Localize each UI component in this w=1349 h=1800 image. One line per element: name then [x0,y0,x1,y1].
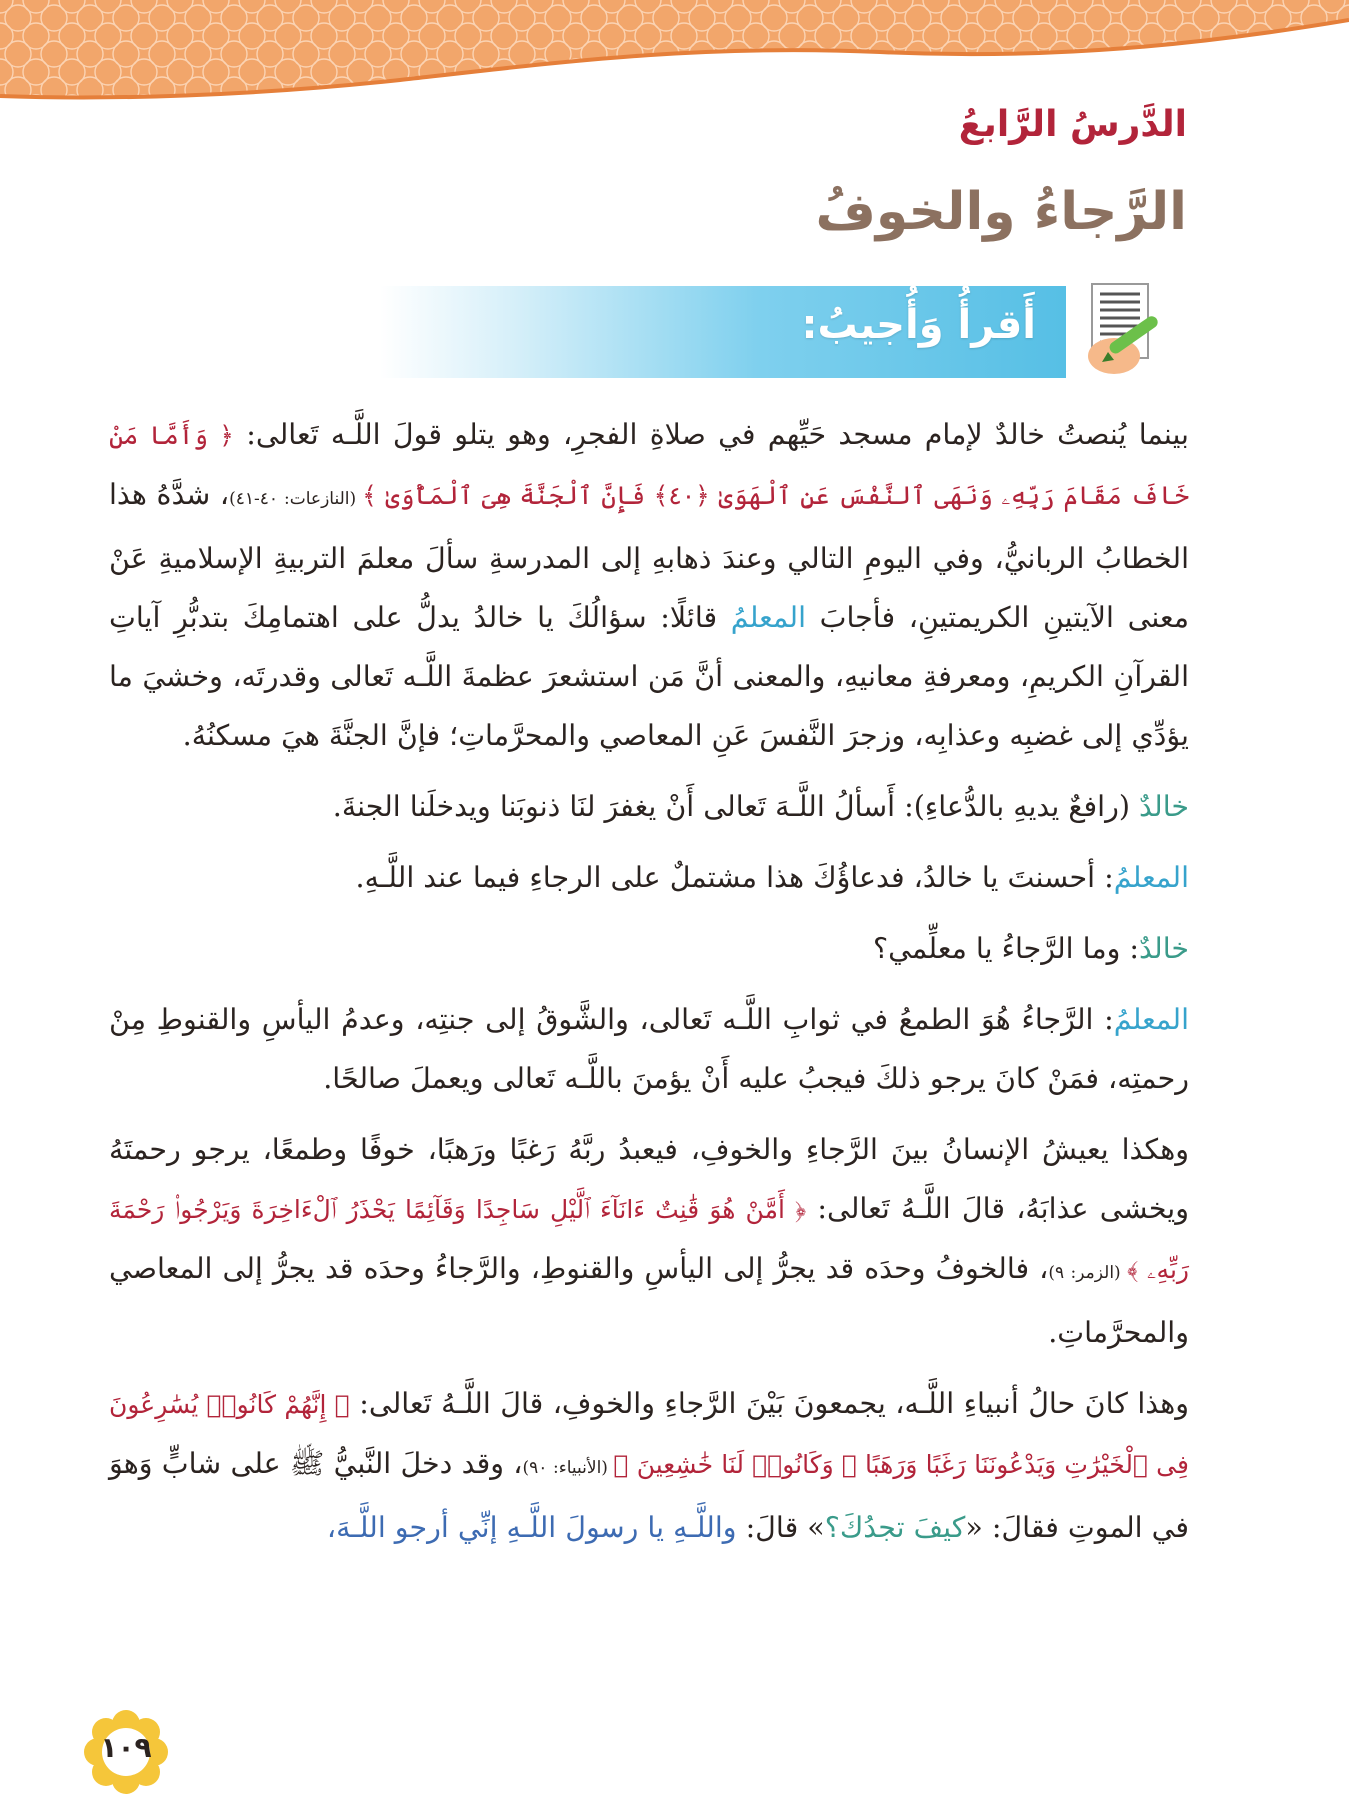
hadith-quote: كيفَ تجدُكَ؟ [824,1511,966,1544]
top-banner [0,0,1349,110]
hadith-reply: واللَّـهِ يا رسولَ اللَّـهِ إنِّي أرجو اللَّـهَ، [326,1511,737,1544]
speaker-khaled: خالدٌ [1139,932,1189,965]
speaker-teacher: المعلمُ [1113,1003,1189,1036]
speaker-teacher: المعلمُ [1113,861,1189,894]
paragraph-intro: بينما يُنصتُ خالدٌ لإمام مسجد حَيِّهم في صلاةِ الفجرِ، وهو يتلو قولَ اللَّـه تَعالى: ﴿ وَأَمَّا مَنْ خَافَ مَقَامَ رَبِّهِۦ وَنَهَى ٱلنَّفْسَ عَنِ ٱلْهَوَىٰ ﴿٤٠﴾ فَإِنَّ ٱلْجَنَّةَ هِىَ ٱلْمَأْوَىٰ ﴾ (النازعات: ٤٠-٤١)، شدَّهُ هذا الخطابُ الربانيُّ، وفي اليومِ التالي وعندَ ذهابهِ إلى المدرسةِ سألَ معلمَ التربيةِ الإسلاميةِ عَنْ معنى الآيتينِ الكريمتينِ، فأجابَ المعلمُ قائلًا: سؤالُكَ يا خالدُ يدلُّ على اهتمامِكَ بتدبُّرِ آياتِ القرآنِ الكريمِ، ومعرفةِ معانيهِ، والمعنى أنَّ مَن استشعرَ عظمةَ اللَّـه تَعالى وقدرتَه، وخشيَ ما يؤدِّي إلى غضبِه وعذابِه، وزجرَ النَّفسَ عَنِ المعاصي والمحرَّماتِ؛ فإنَّ الجنَّةَ هيَ مسكنُهُ. [109,418,1190,752]
verse-reference: (النازعات: ٤٠-٤١) [229,489,363,509]
paragraph-balance: وهكذا يعيشُ الإنسانُ بينَ الرَّجاءِ والخوفِ، فيعبدُ ربَّهُ رَغبًا ورَهبًا، خوفًا وطمعًا، يرجو رحمتَهُ ويخشى عذابَهُ، قالَ اللَّـهُ تَعالى: ﴿ أَمَّنْ هُوَ قَٰنِتٌ ءَانَآءَ ٱلَّيْلِ سَاجِدًا وَقَآئِمًا يَحْذَرُ ٱلْءَاخِرَةَ وَيَرْجُوا۟ رَحْمَةَ رَبِّهِۦ ﴾ (الزمر: ٩)، فالخوفُ وحدَه قد يجرُّ إلى اليأسِ والقنوطِ، والرَّجاءُ وحدَه قد يجرُّ إلى المعاصي والمحرَّماتِ. [109,1133,1189,1349]
lesson-title: الرَّجاءُ والخوفُ [815,182,1187,242]
speaker-teacher: المعلمُ [730,601,807,634]
speaker-khaled: خالدٌ [1139,790,1189,823]
dialogue-line: خالدٌ: وما الرَّجاءُ يا معلِّمي؟ [873,932,1189,965]
quran-verse: ﴿ إِنَّهُمْ كَانُوا۟ يُسَٰرِعُونَ فِى ٱلْخَيْرَٰتِ وَيَدْعُونَنَا رَغَبًا وَرَهَبًا ۖ وَكَانُوا۟ لَنَا خَٰشِعِينَ ﴾ [109,1390,1189,1479]
page-number: ١٠٩ [100,1731,152,1764]
dialogue-line: المعلمُ: أحسنتَ يا خالدُ، فدعاؤُكَ هذا مشتملٌ على الرجاءِ فيما عند اللَّـهِ. [355,861,1189,894]
section-header-bar [380,286,1066,378]
paragraph-prophets: وهذا كانَ حالُ أنبياءِ اللَّـه، يجمعونَ بَيْنَ الرَّجاءِ والخوفِ، قالَ اللَّـهُ تَعالى: ﴿ إِنَّهُمْ كَانُوا۟ يُسَٰرِعُونَ فِى ٱلْخَيْرَٰتِ وَيَدْعُونَنَا رَغَبًا وَرَهَبًا ۖ وَكَانُوا۟ لَنَا خَٰشِعِينَ ﴾ (الأنبياء: ٩٠)، وقد دخلَ النَّبيُّ ﷺ على شابٍّ وَهوَ في الموتِ فقالَ: «كيفَ تجدُكَ؟» قالَ: واللَّـهِ يا رسولَ اللَّـهِ إنِّي أرجو اللَّـهَ، [109,1387,1189,1544]
lesson-label: الدَّرسُ الرَّابعُ [958,104,1187,145]
reading-writing-hand-icon [1062,280,1182,386]
verse-reference: (الأنبياء: ٩٠) [522,1458,614,1478]
dialogue-line: المعلمُ: الرَّجاءُ هُوَ الطمعُ في ثوابِ اللَّـه تَعالى، والشَّوقُ إلى جنتِه، وعدمُ اليأسِ والقنوطِ مِنْ رحمتِه، فمَنْ كانَ يرجو ذلكَ فيجبُ عليه أَنْ يؤمنَ باللَّـه تَعالى ويعملَ صالحًا. [109,1003,1189,1095]
verse-reference: (الزمر: ٩) [1048,1263,1128,1283]
dialogue-line: خالدٌ (رافعٌ يديهِ بالدُّعاءِ): أَسألُ اللَّـهَ تَعالى أَنْ يغفرَ لنَا ذنوبَنا ويدخلَنا الجنةَ. [332,790,1189,823]
section-title: أَقرأُ وَأُجيبُ: [801,302,1036,348]
quran-verse: ﴿ وَأَمَّا مَنْ خَافَ مَقَامَ رَبِّهِۦ وَنَهَى ٱلنَّفْسَ عَنِ ٱلْهَوَىٰ ﴿٤٠﴾ فَإِنَّ ٱلْجَنَّةَ هِىَ ٱلْمَأْوَىٰ ﴾ [109,421,1190,510]
quran-verse: ﴿ أَمَّنْ هُوَ قَٰنِتٌ ءَانَآءَ ٱلَّيْلِ سَاجِدًا وَقَآئِمًا يَحْذَرُ ٱلْءَاخِرَةَ وَيَرْجُوا۟ رَحْمَةَ رَبِّهِۦ ﴾ [109,1195,1189,1284]
lesson-body [109,405,1189,1569]
